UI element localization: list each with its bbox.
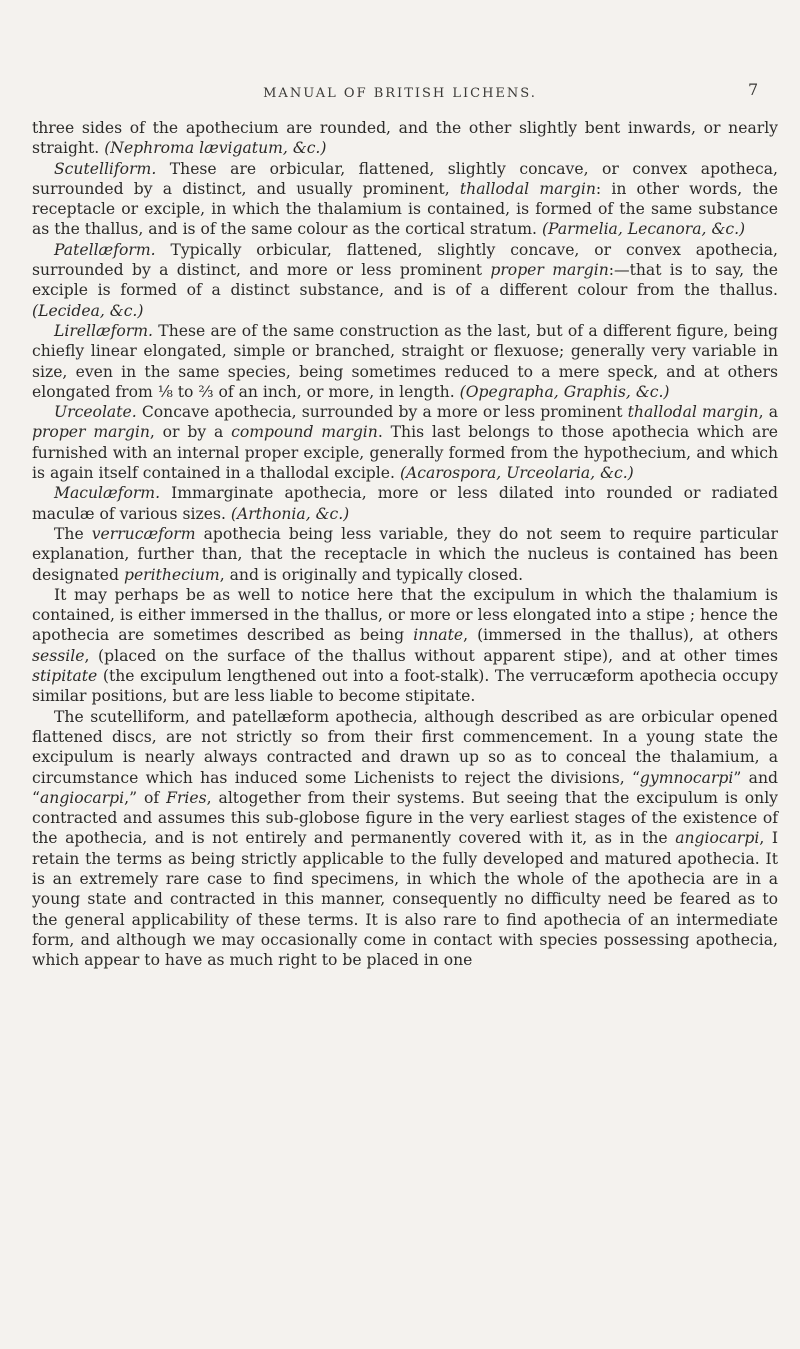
italic-term: stipitate	[32, 667, 98, 686]
italic-term: (Opegrapha, Graphis, &c.)	[459, 382, 670, 401]
italic-term: proper margin	[490, 261, 609, 280]
paragraph	[32, 707, 778, 971]
text-run: It may perhaps be as well to notice here that the excipulum in which the thalamium is contained, is either immersed in the thallus, or more or less elongated into a stipe ; hence the apothecia are sometimes described as being	[32, 585, 778, 645]
text-run: Typically orbicular, flattened, slightly concave, or convex apothecia, surrounded by a distinct, and more or less prominent	[32, 240, 778, 280]
paragraph	[32, 321, 778, 402]
italic-term: Patellæform.	[54, 240, 156, 259]
paragraph	[32, 240, 778, 321]
paragraph	[32, 585, 778, 707]
text-run: These are orbicular, flattened, slightly concave, or convex apotheca, surrounded by a distinct, and usually prominent,	[32, 159, 778, 198]
text-run: apothecia being less variable, they do not seem to require particular explanation, further than, that the receptacle in which the nucleus is contained has been designated	[32, 524, 778, 584]
text-run: , altogether from their systems. But seeing that the excipulum is only contracted and assumes this sub-globose figure in the very earliest stages of the existence of the apothecia, and is not entirely and permanently covered with it, as in the	[32, 788, 778, 848]
paragraph	[32, 483, 778, 524]
italic-term: verrucæform	[91, 524, 196, 543]
italic-term: perithecium	[123, 565, 220, 584]
italic-term: (Arthonia, &c.)	[230, 504, 350, 523]
italic-term: thallodal margin	[459, 179, 596, 198]
text-run: ” and “	[32, 768, 778, 807]
italic-term: (Acarospora, Urceolaria, &c.)	[399, 464, 634, 483]
running-title: MANUAL OF BRITISH LICHENS.	[263, 86, 537, 101]
italic-term: proper margin	[32, 423, 150, 442]
text-run: . This last belongs to those apothecia which are furnished with an internal proper exciple, generally formed from the hypothecium, and which is again itself contained in a thallodal exciple.	[32, 423, 779, 483]
italic-term: innate	[413, 626, 464, 645]
italic-term: sessile	[32, 646, 85, 665]
text-run: (the excipulum lengthened out into a foot-stalk). The verrucæform apothecia occupy similar positions, but are less liable to become stipitate.	[32, 667, 778, 706]
italic-term: compound margin	[231, 423, 378, 442]
text-run: , (immersed in the thallus), at others	[463, 626, 778, 645]
paragraph	[32, 402, 778, 483]
text-run: ,” of	[124, 788, 167, 807]
text-run: , or by a	[149, 423, 232, 442]
text-run: The scutelliform, and patellæform apothecia, although described as are orbicular opened flattened discs, are not strictly so from their first commencement. In a young state the excipulum is nearly always contracted and drawn up so as to conceal the thalamium, a circumstance which has induced some Lichenists to reject the divisions, “	[32, 707, 778, 787]
italic-term: Urceolate.	[54, 403, 137, 422]
italic-term: Lirellæform.	[54, 321, 154, 340]
text-run: Concave apothecia, surrounded by a more or less prominent	[136, 403, 628, 422]
text-run: , and is originally and typically closed.	[219, 565, 524, 584]
text-run: Immarginate apothecia, more or less dilated into rounded or radiated maculæ of various sizes.	[32, 484, 778, 523]
text-run: :—that is to say, the exciple is formed of a distinct substance, and is of a different colour from the thallus.	[32, 261, 778, 300]
text-run: , (placed on the surface of the thallus without apparent stipe), and at other times	[84, 646, 778, 665]
italic-term: Scutelliform.	[54, 159, 157, 178]
text-run: , a	[758, 403, 778, 422]
italic-term: (Nephroma lævigatum, &c.)	[104, 139, 327, 158]
paragraph	[32, 159, 778, 240]
text-run: three sides of the apothecium are rounded, and the other slightly bent inwards, or nearly straight.	[32, 119, 778, 158]
italic-term: thallodal margin	[627, 403, 759, 422]
body-text	[32, 118, 778, 970]
text-run: : in other words, the receptacle or exciple, in which the thalamium is contained, is formed of the same substance as the thallus, and is of the same colour as the cortical stratum.	[32, 179, 778, 239]
italic-term: Maculæform.	[54, 484, 161, 503]
text-run: These are of the same construction as the last, but of a different figure, being chiefly linear elongated, simple or branched, straight or flexuose; generally very variable in size, even in the same species, being sometimes reduced to a mere speck, and at others elongated from ⅛ to ⅔ of an inch, or more, in length.	[32, 321, 778, 401]
page-number: 7	[748, 80, 759, 99]
italic-term: angiocarpi	[675, 829, 760, 848]
text-run: The	[54, 524, 92, 543]
paragraph	[32, 524, 778, 585]
italic-term: angiocarpi	[39, 788, 125, 807]
italic-term: (Lecidea, &c.)	[32, 301, 144, 320]
italic-term: Fries	[166, 788, 207, 807]
text-run: , I retain the terms as being strictly applicable to the fully developed and matured apothecia. It is an extremely rare case to find specimens, in which the whole of the apothecia are in a young state and contracted in this manner, consequently no difficulty need be feared as to the general applicability of these terms. It is also rare to find apothecia of an intermediate form, and although we may occasionally come in contact with species possessing apothecia, which appear to have as much right to be placed in one	[32, 829, 778, 970]
italic-term: gymnocarpi	[639, 768, 734, 787]
italic-term: (Parmelia, Lecanora, &c.)	[541, 220, 746, 239]
paragraph	[32, 118, 778, 159]
